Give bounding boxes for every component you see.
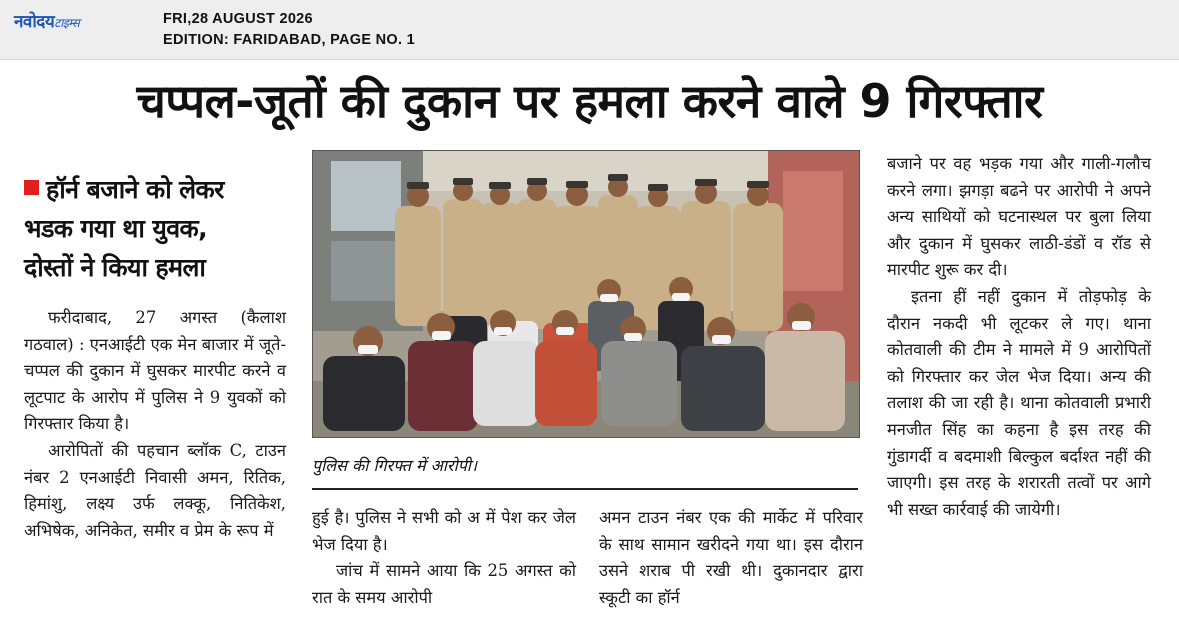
- subhead-line-1-text: हॉर्न बजाने को लेकर: [46, 175, 224, 204]
- edition-page: EDITION: FARIDABAD, PAGE NO. 1: [163, 32, 416, 48]
- subhead-line-1: [24, 170, 292, 209]
- caption-divider: [312, 488, 858, 490]
- logo-suffix: टाइम्स: [54, 16, 80, 30]
- subhead-line-3: दोस्तों ने किया हमला: [24, 253, 206, 282]
- article-headline: चप्पल-जूतों की दुकान पर हमला करने वाले 9 गिरफ्तार: [136, 74, 1043, 128]
- publication-date: FRI,28 AUGUST 2026: [163, 11, 313, 27]
- newspaper-logo[interactable]: [14, 9, 79, 32]
- col2-paragraph-1: हुई है। पुलिस ने सभी को अ में पेश कर जेल भेज दिया है।: [312, 508, 576, 554]
- police-group-photo-illustration: [313, 151, 860, 438]
- article-column-1: [24, 305, 286, 544]
- article-column-2: [312, 505, 576, 611]
- col1-paragraph-2: आरोपितों की पहचान ब्लॉक C, टाउन नंबर 2 एनआईटी निवासी अमन, रितिक, हिमांशु, लक्ष्य उर्फ लक्कू, नितिकेश, अभिषेक, अनिकेत, समीर व प्रेम के रूप में: [24, 440, 286, 540]
- photo-caption: पुलिस की गिरफ्त में आरोपी।: [312, 456, 478, 475]
- logo-text: नवोदय: [14, 12, 55, 32]
- article-photo: [312, 150, 860, 438]
- red-square-bullet-icon: [24, 180, 39, 195]
- edition-info: [163, 9, 415, 51]
- col3-paragraph-1: अमन टाउन नंबर एक की मार्केट में परिवार के साथ सामान खरीदने गया था। इस दौरान उसने शराब पी रखी थी। दुकानदार द्वारा स्कूटी का हॉर्न: [599, 508, 863, 607]
- article-subheadline: [24, 170, 292, 287]
- page-header-bar: [0, 0, 1179, 60]
- subhead-line-2: भडक गया था युवक,: [24, 214, 208, 243]
- col2-paragraph-2: जांच में सामने आया कि 25 अगस्त को रात के समय आरोपी: [312, 561, 576, 607]
- col1-paragraph-1: फरीदाबाद, 27 अगस्त (कैलाश गठवाल) : एनआईटी एक मेन बाजार में जूते-चप्पल की दुकान में घुसकर मारपीट करने व लूटपाट के आरोप में पुलिस ने 9 युवकों को गिरफ्तार किया है।: [24, 308, 286, 434]
- col4-paragraph-1: बजाने पर वह भड़क गया और गाली-गलौच करने लगा। झगड़ा बढने पर आरोपी ने अपने अन्य साथियों को घटनास्थल पर बुला लिया और दुकान में घुसकर लाठी-डंडों व रॉड से मारपीट शुरू कर दी।: [887, 154, 1151, 280]
- col4-paragraph-2: इतना हीं नहीं दुकान में तोड़फोड़ के दौरान नकदी भी लूटकर ले गए। थाना कोतवाली की टीम ने मामले में 9 आरोपितों को गिरफ्तार कर जेल भेज दिया। अन्य की तलाश की जा रही है। थाना कोतवाली प्रभारी मनजीत सिंह का कहना है इस तरह की गुंडागर्दी व बदमाशी बिल्कुल बर्दाश्त नहीं की जाएगी। इस तरह के शरारती तत्वों पर आगे भी सख्त कार्रवाई की जायेगी।: [887, 286, 1151, 519]
- article-column-3: [599, 505, 863, 611]
- article-column-4: [887, 151, 1151, 523]
